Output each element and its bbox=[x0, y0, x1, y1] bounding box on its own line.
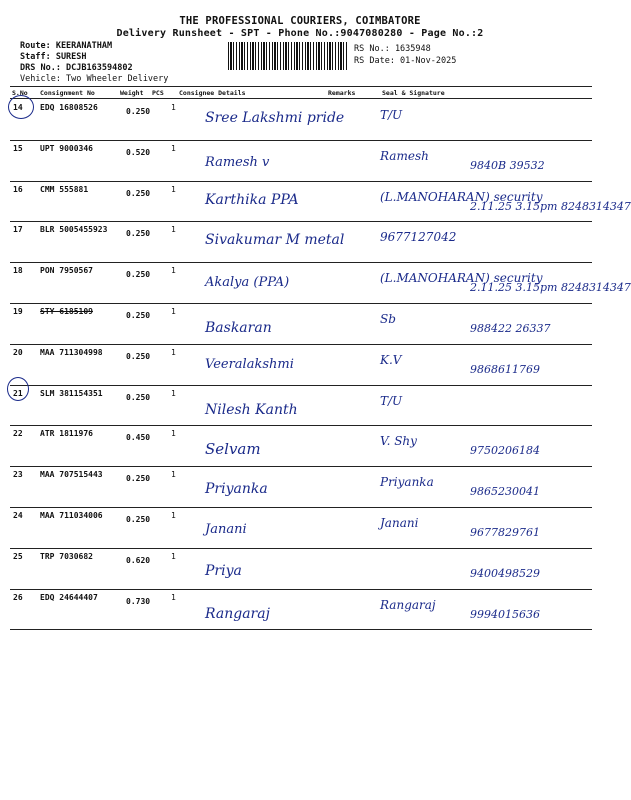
row-consignment: MAA 707515443 bbox=[40, 470, 103, 480]
row-sno: 20 bbox=[13, 347, 23, 357]
row-sno: 25 bbox=[13, 551, 23, 561]
row-phone-note: 2.11.25 3.15pm 8248314347 bbox=[470, 281, 631, 295]
row-weight: 0.450 bbox=[126, 433, 151, 443]
row-sno: 14 bbox=[13, 103, 23, 112]
row-consignment: MAA 711304998 bbox=[40, 347, 103, 357]
row-weight: 0.250 bbox=[126, 351, 151, 361]
row-consignee-name: Sree Lakshmi pride bbox=[205, 110, 345, 126]
row-consignee-name: Janani bbox=[205, 522, 247, 537]
barcode bbox=[228, 42, 348, 70]
row-consignee-name: Sivakumar M metal bbox=[205, 232, 345, 249]
row-consignee-name: Nilesh Kanth bbox=[205, 401, 298, 418]
row-consignee-name: Karthika PPA bbox=[205, 191, 299, 208]
row-phone-note: 9868611769 bbox=[470, 362, 540, 376]
row-divider bbox=[10, 262, 592, 263]
row-divider bbox=[10, 221, 592, 222]
row-phone-note: 9677829761 bbox=[470, 526, 540, 539]
row-phone-note: 9865230041 bbox=[470, 485, 540, 499]
row-weight: 0.250 bbox=[126, 107, 151, 116]
row-pcs: 1 bbox=[171, 429, 176, 439]
row-consignee-name: Priyanka bbox=[205, 481, 268, 498]
row-pcs: 1 bbox=[171, 388, 176, 398]
row-sno: 17 bbox=[13, 225, 23, 235]
rs-number: RS No.: 1635948 bbox=[354, 44, 431, 54]
circle-mark-14 bbox=[8, 95, 34, 119]
col-consignment: Consignment No bbox=[40, 89, 95, 97]
row-divider bbox=[10, 466, 592, 467]
row-consignee-name: Baskaran bbox=[205, 320, 272, 336]
row-signature: K.V bbox=[380, 352, 402, 367]
row-signature: Janani bbox=[380, 516, 419, 530]
row-pcs: 1 bbox=[171, 592, 176, 602]
row-signature: T/U bbox=[380, 393, 403, 408]
row-signature: Rangaraj bbox=[380, 597, 436, 612]
row-sno: 16 bbox=[13, 184, 23, 194]
row-weight: 0.250 bbox=[126, 229, 151, 239]
row-divider bbox=[10, 629, 592, 630]
row-divider bbox=[10, 425, 592, 426]
row-weight: 0.520 bbox=[126, 147, 151, 157]
route-label: Route: KEERANATHAM bbox=[20, 41, 113, 51]
row-sno: 18 bbox=[13, 266, 23, 276]
row-signature: (L.MANOHARAN) security bbox=[380, 189, 543, 204]
row-weight: 0.250 bbox=[126, 311, 151, 320]
row-pcs: 1 bbox=[171, 551, 176, 561]
row-pcs: 1 bbox=[171, 143, 176, 153]
row-pcs: 1 bbox=[171, 347, 176, 357]
row-pcs: 1 bbox=[171, 266, 176, 276]
row-divider bbox=[10, 344, 592, 345]
row-sno: 22 bbox=[13, 429, 23, 439]
row-pcs: 1 bbox=[171, 511, 176, 520]
row-phone-note: 988422 26337 bbox=[470, 322, 551, 335]
row-sno: 19 bbox=[13, 307, 23, 316]
row-signature: T/U bbox=[380, 108, 403, 122]
table-top-rule bbox=[10, 86, 592, 87]
row-weight: 0.620 bbox=[126, 555, 151, 565]
row-pcs: 1 bbox=[171, 225, 176, 235]
col-sno: S.No bbox=[12, 89, 28, 97]
document-subtitle: Delivery Runsheet - SPT - Phone No.:9047080280 - Page No.:2 bbox=[116, 28, 484, 39]
row-consignment: MAA 711034006 bbox=[40, 511, 103, 520]
row-consignee-name: Veeralakshmi bbox=[205, 356, 294, 372]
row-pcs: 1 bbox=[171, 470, 176, 480]
row-pcs: 1 bbox=[171, 184, 176, 194]
row-divider bbox=[10, 548, 592, 549]
row-phone-note: 9750206184 bbox=[470, 444, 540, 458]
row-pcs: 1 bbox=[171, 307, 176, 316]
col-consignee: Consignee Details bbox=[179, 89, 246, 97]
row-consignment: BLR 5005455923 bbox=[40, 225, 108, 235]
col-weight: Weight bbox=[120, 89, 144, 97]
row-weight: 0.730 bbox=[126, 596, 151, 606]
row-divider bbox=[10, 303, 592, 304]
col-seal: Seal & Signature bbox=[382, 89, 445, 97]
row-signature: (L.MANOHARAN) security bbox=[380, 271, 543, 286]
row-divider bbox=[10, 140, 592, 141]
row-consignee-name: Selvam bbox=[205, 440, 261, 459]
col-remarks: Remarks bbox=[328, 89, 356, 97]
row-sno: 24 bbox=[13, 511, 23, 520]
row-signature: 9677127042 bbox=[380, 230, 457, 245]
row-phone-note: 2.11.25 3.15pm 8248314347 bbox=[470, 199, 631, 213]
row-consignment: TRP 7030682 bbox=[40, 551, 93, 561]
row-phone-note: 9840B 39532 bbox=[470, 158, 545, 172]
row-consignment: STY 6185109 bbox=[40, 307, 93, 316]
row-consignment: SLM 381154351 bbox=[40, 388, 103, 398]
col-pcs: PCS bbox=[152, 89, 164, 97]
row-weight: 0.250 bbox=[126, 515, 151, 524]
row-divider bbox=[10, 181, 592, 182]
row-consignee-name: Priya bbox=[205, 562, 242, 579]
row-consignment: CMM 555881 bbox=[40, 184, 89, 194]
row-weight: 0.250 bbox=[126, 270, 151, 280]
row-signature: Ramesh bbox=[380, 148, 429, 163]
row-phone-note: 9994015636 bbox=[470, 607, 540, 621]
row-consignee-name: Rangaraj bbox=[205, 605, 270, 622]
row-signature: V. Shy bbox=[380, 434, 417, 449]
row-consignment: UPT 9000346 bbox=[40, 143, 93, 153]
row-consignment: EDQ 24644407 bbox=[40, 592, 98, 602]
drs-label: DRS No.: DCJB163594802 bbox=[20, 63, 133, 73]
circle-mark-21 bbox=[7, 377, 29, 401]
row-sno: 15 bbox=[13, 143, 23, 153]
row-pcs: 1 bbox=[171, 103, 176, 112]
row-consignment: PON 7950567 bbox=[40, 266, 93, 276]
vehicle-label: Vehicle: Two Wheeler Delivery bbox=[20, 74, 169, 84]
row-sno: 26 bbox=[13, 592, 23, 602]
document-title: THE PROFESSIONAL COURIERS, COIMBATORE bbox=[179, 15, 421, 27]
row-weight: 0.250 bbox=[126, 474, 151, 484]
row-sno: 21 bbox=[13, 388, 23, 398]
row-consignee-name: Akalya (PPA) bbox=[205, 275, 290, 291]
row-weight: 0.250 bbox=[126, 188, 151, 198]
row-weight: 0.250 bbox=[126, 392, 151, 402]
staff-label: Staff: SURESH bbox=[20, 52, 87, 62]
rs-date: RS Date: 01-Nov-2025 bbox=[354, 56, 457, 66]
row-consignee-name: Ramesh v bbox=[205, 154, 270, 170]
row-signature: Priyanka bbox=[380, 475, 434, 490]
row-sno: 23 bbox=[13, 470, 23, 480]
row-signature: Sb bbox=[380, 312, 396, 326]
row-consignment: EDQ 16808526 bbox=[40, 103, 98, 112]
row-divider bbox=[10, 507, 592, 508]
table-header-rule bbox=[10, 98, 592, 99]
row-divider bbox=[10, 385, 592, 386]
row-consignment: ATR 1811976 bbox=[40, 429, 93, 439]
row-phone-note: 9400498529 bbox=[470, 566, 540, 580]
row-divider bbox=[10, 589, 592, 590]
